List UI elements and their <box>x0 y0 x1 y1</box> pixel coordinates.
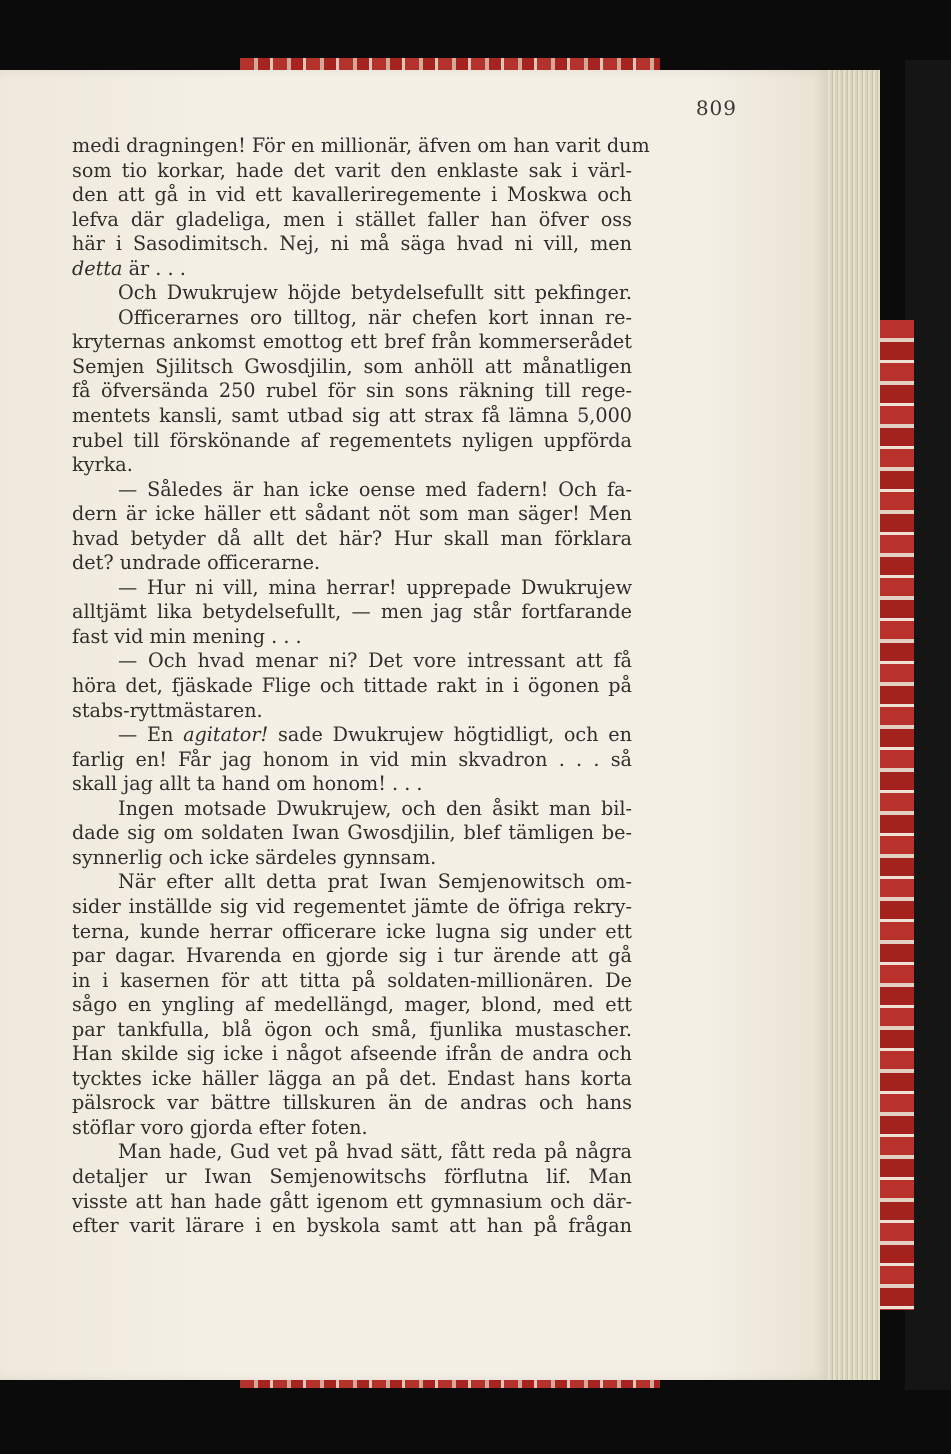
text-line: efter varit lärare i en byskola samt att han på frågan <box>72 1214 632 1238</box>
text-line: sider inställde sig vid regementet jämte de öfriga rekry- <box>72 894 632 918</box>
text-line: kyrka. <box>72 453 133 477</box>
text-line: När efter allt detta prat Iwan Semjenowitsch om- <box>118 870 632 894</box>
text-line: Semjen Sjilitsch Gwosdjilin, som anhöll att månatligen <box>72 354 632 378</box>
text-line: den att gå in vid ett kavalleriregemente i Moskwa och <box>72 183 632 207</box>
text-line: medi dragningen! För en millionär, äfven om han varit dum <box>72 134 650 157</box>
text-line: mentets kansli, samt utbad sig att strax få lämna 5,000 <box>72 404 632 428</box>
text-line: — Således är han icke oense med fadern! Och fa- <box>118 477 632 501</box>
text-line: dern är icke häller ett sådant nöt som man säger! Men <box>72 502 632 526</box>
text-line: dade sig om soldaten Iwan Gwosdjilin, blef tämligen be- <box>72 821 632 845</box>
text-line: lefva där gladeliga, men i stället faller han öfver oss <box>72 207 632 231</box>
text-line: — Och hvad menar ni? Det vore intressant att få <box>118 649 632 673</box>
text-line: sågo en yngling af medellängd, mager, blond, med ett <box>72 993 632 1017</box>
text-line: skall jag allt ta hand om honom! . . . <box>72 772 423 796</box>
text-line: alltjämt lika betydelsefullt, — men jag står fortfarande <box>72 600 632 624</box>
text-line: terna, kunde herrar officerare icke lugna sig under ett <box>72 919 632 943</box>
page-number: 809 <box>695 96 737 120</box>
page-edge-red-right <box>876 320 914 1310</box>
text-line: par dagar. Hvarenda en gjorde sig i tur ärende att gå <box>72 944 632 968</box>
text-line: detta är . . . <box>72 256 186 280</box>
text-line: visste att han hade gått igenom ett gymnasium och där- <box>72 1189 632 1213</box>
text-line: par tankfulla, blå ögon och små, fjunlika mustascher. <box>72 1017 632 1041</box>
text-line: kryternas ankomst emottog ett bref från kommerserådet <box>72 330 632 354</box>
text-line: farlig en! Får jag honom in vid min skvadron . . . så <box>72 747 632 771</box>
text-line: tycktes icke häller lägga an på det. Endast hans korta <box>72 1066 632 1090</box>
text-line: synnerlig och icke särdeles gynnsam. <box>72 845 437 869</box>
text-line: rubel till förskönande af regementets nyligen uppförda <box>72 428 632 452</box>
text-line: hvad betyder då allt det här? Hur skall man förklara <box>72 526 632 550</box>
text-line: som tio korkar, hade det varit den enklaste sak i värl- <box>72 158 632 182</box>
text-line: — En agitator! sade Dwukrujew högtidligt, och en <box>118 723 633 747</box>
text-line: Ingen motsade Dwukrujew, och den åsikt man bil- <box>118 796 632 820</box>
text-line: här i Sasodimitsch. Nej, ni må säga hvad ni vill, men <box>72 232 632 256</box>
text-line: in i kasernen för att titta på soldaten-millionären. De <box>72 968 632 992</box>
text-line: fast vid min mening . . . <box>72 624 302 648</box>
text-line: Han skilde sig icke i något afseende ifrån de andra och <box>72 1042 632 1066</box>
text-line: höra det, fjäskade Flige och tittade rakt in i ögonen på <box>72 674 632 698</box>
body-text <box>72 134 650 1239</box>
text-line: Man hade, Gud vet på hvad sätt, fått reda på några <box>118 1140 632 1164</box>
text-line: pälsrock var bättre tillskuren än de andras och hans <box>72 1091 632 1115</box>
text-line: — Hur ni vill, mina herrar! upprepade Dwukrujew <box>118 575 632 599</box>
text-line: stöflar voro gjorda efter foten. <box>72 1115 368 1139</box>
text-line: det? undrade officerarne. <box>72 551 321 575</box>
text-line: detaljer ur Iwan Semjenowitschs förflutna lif. Man <box>72 1164 632 1188</box>
text-line: Officerarnes oro tilltog, när chefen kort innan re- <box>118 305 632 329</box>
text-line: få öfversända 250 rubel för sin sons räkning till rege- <box>72 379 632 403</box>
text-line: stabs-ryttmästaren. <box>72 698 263 722</box>
page-stack-edges <box>820 70 880 1380</box>
text-line: Och Dwukrujew höjde betydelsefullt sitt pekfinger. <box>118 281 632 305</box>
